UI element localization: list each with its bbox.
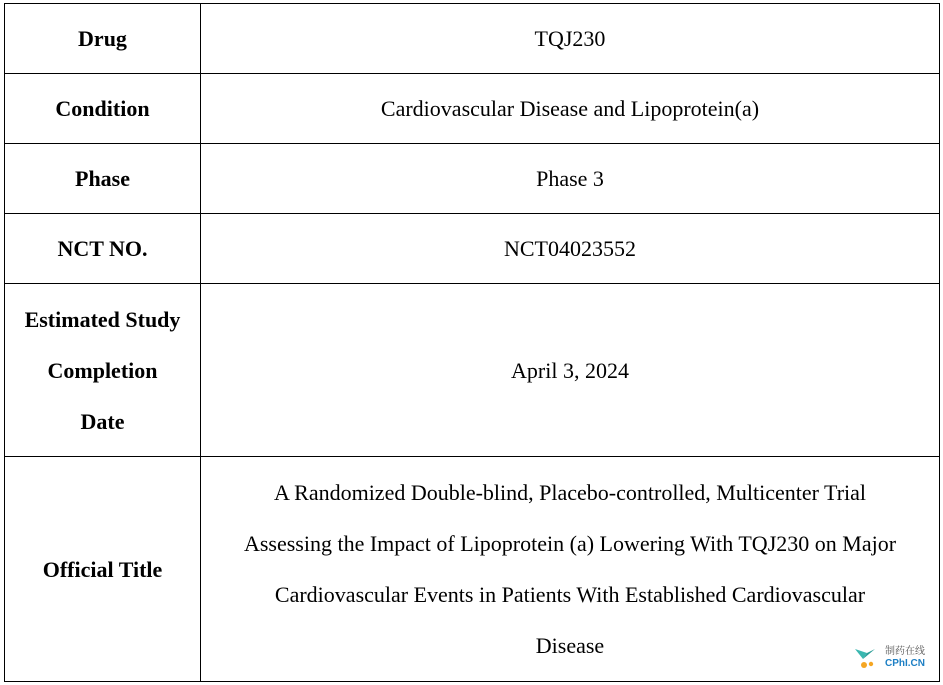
row-label-nct-no: NCT NO. [5,214,201,284]
trial-info-table [4,3,940,682]
title-line: Cardiovascular Events in Patients With Established Cardiovascular [274,582,866,607]
row-label-official-title: Official Title [5,457,201,682]
cphi-logo-icon [853,645,881,671]
table-row [5,214,940,284]
watermark-en-text: CPhI.CN [885,658,925,669]
row-value-nct-no: NCT04023552 [201,214,940,284]
cphi-watermark [853,645,925,671]
label-line: Completion [47,357,158,383]
table-row [5,457,940,682]
row-value-drug: TQJ230 [201,4,940,74]
table-row [5,144,940,214]
title-line: A Randomized Double-blind, Placebo-controlled, Multicenter Trial [273,480,867,505]
table-row [5,74,940,144]
row-value-completion-date: April 3, 2024 [201,284,940,457]
row-value-official-title [201,457,940,682]
label-line: Date [80,408,125,434]
title-line: Disease [535,633,605,658]
table-row [5,4,940,74]
table-row [5,284,940,457]
row-value-phase: Phase 3 [201,144,940,214]
row-value-condition: Cardiovascular Disease and Lipoprotein(a) [201,74,940,144]
row-label-phase: Phase [5,144,201,214]
label-line: Estimated Study [24,306,181,332]
watermark-cn-text: 制药在线 [885,646,925,657]
title-line: Assessing the Impact of Lipoprotein (a) Lowering With TQJ230 on Major [243,531,897,556]
row-label-drug: Drug [5,4,201,74]
row-label-condition: Condition [5,74,201,144]
row-label-completion-date [5,284,201,457]
